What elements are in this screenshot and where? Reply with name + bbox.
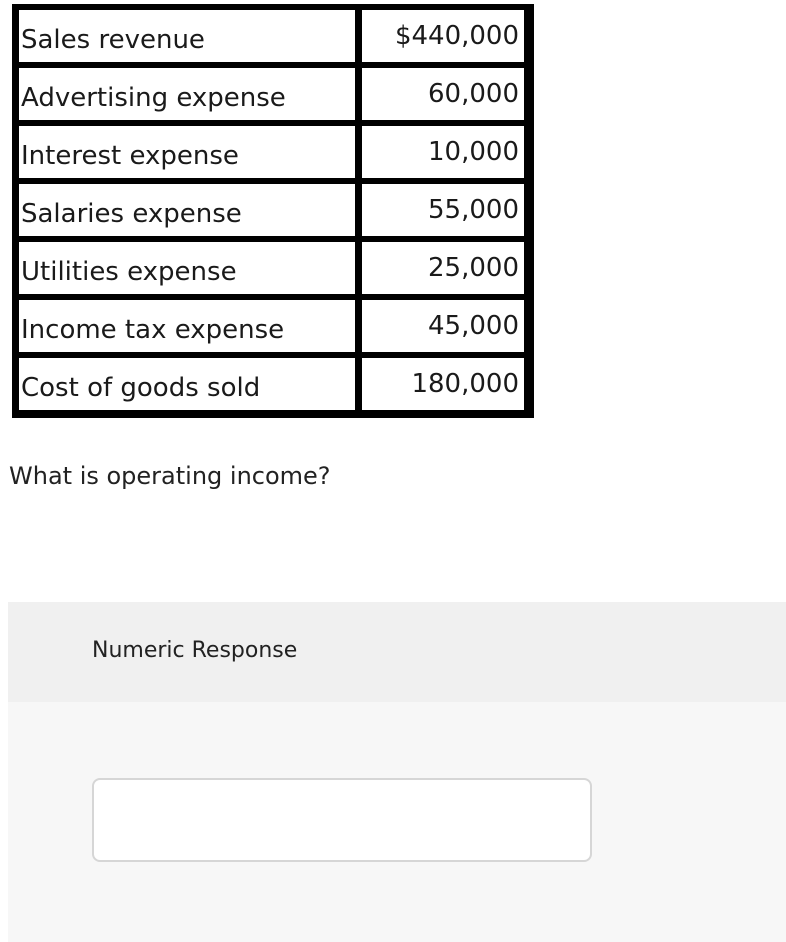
table-row: [19, 300, 527, 352]
question-text: What is operating income?: [9, 462, 331, 490]
row-value: 180,000: [362, 358, 524, 410]
row-label: Sales revenue: [19, 10, 355, 62]
table-row: [19, 126, 527, 178]
table-row: [19, 242, 527, 294]
table-row: [19, 10, 527, 62]
row-label: Utilities expense: [19, 242, 355, 294]
row-label: Salaries expense: [19, 184, 355, 236]
row-value: 10,000: [362, 126, 524, 178]
financial-data-table: [12, 4, 534, 418]
row-value: 55,000: [362, 184, 524, 236]
response-type-label: Numeric Response: [92, 638, 298, 663]
row-value: $440,000: [362, 10, 524, 62]
row-value: 60,000: [362, 68, 524, 120]
table-row: [19, 68, 527, 120]
row-label: Advertising expense: [19, 68, 355, 120]
response-panel: [8, 602, 786, 942]
table-row: [19, 358, 527, 410]
numeric-response-input[interactable]: [92, 778, 592, 862]
response-header: [8, 602, 786, 702]
row-value: 25,000: [362, 242, 524, 294]
row-label: Income tax expense: [19, 300, 355, 352]
table-row: [19, 184, 527, 236]
row-value: 45,000: [362, 300, 524, 352]
row-label: Interest expense: [19, 126, 355, 178]
row-label: Cost of goods sold: [19, 358, 355, 410]
